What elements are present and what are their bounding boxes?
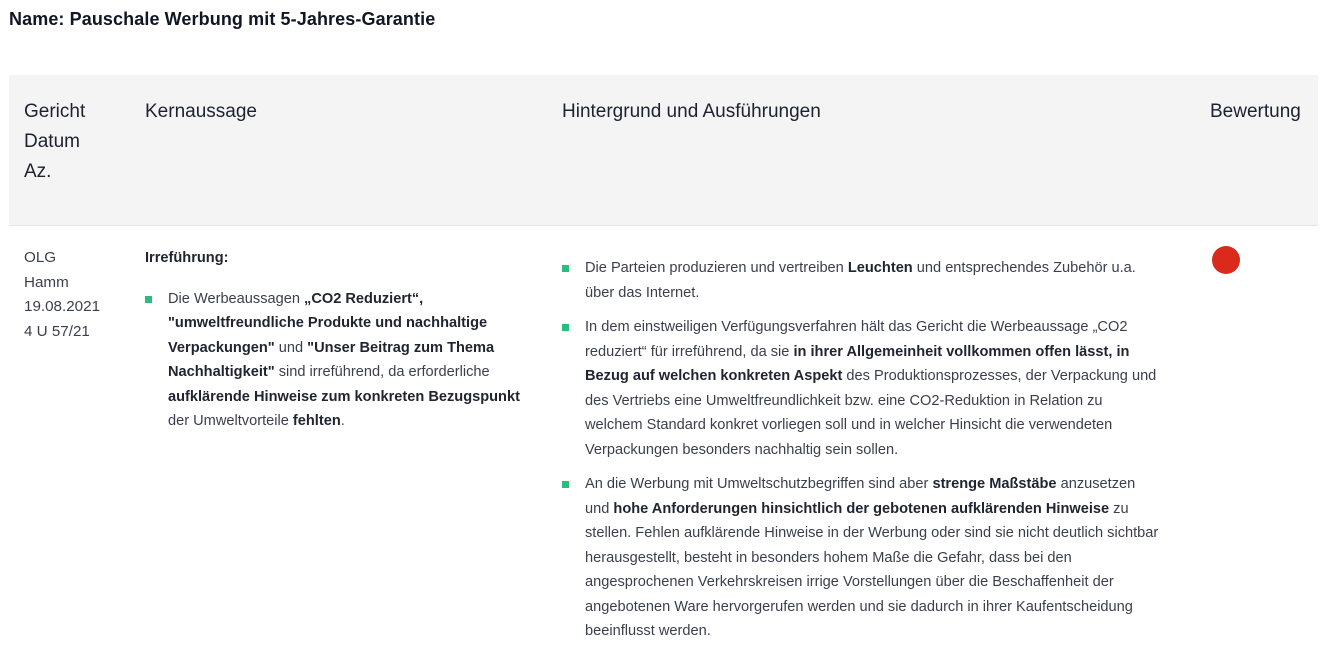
court-cell [24,246,124,344]
list-item-text: An die Werbung mit Umweltschutzbegriffen sind aber [585,476,933,492]
bullet-square-icon [562,324,569,331]
list-item [562,315,1162,462]
bullet-square-icon [562,265,569,272]
list-item [562,256,1162,305]
list-item-text: Die Parteien produzieren und vertreiben [585,260,848,276]
emphasized-text: "umweltfreundliche Produkte und nachhaltige Verpackungen" [168,315,488,356]
court-city: Hamm [24,273,69,291]
core-statement-cell [145,246,535,444]
case-number: 4 U 57/21 [24,322,90,340]
emphasized-text: "Unser Beitrag zum Thema Nachhaltigkeit" [168,339,495,380]
bullet-square-icon [145,296,152,303]
column-header-background: Hintergrund und Ausführungen [562,101,821,122]
judgment-date: 19.08.2021 [24,298,101,315]
list-item [562,472,1162,644]
court-name: OLG [24,249,57,266]
table-header-row [9,75,1318,226]
column-header-rating: Bewertung [1210,101,1301,122]
emphasized-text: strenge Maßstäbe [932,476,1057,492]
emphasized-text: in ihrer Allgemeinheit vollkommen offen lässt, in Bezug auf welchen konkreten Aspekt [585,343,1130,384]
list-item-text: . [340,413,345,429]
list-item-text: sind irreführend, da erforderliche [274,364,490,380]
column-header-date-line: Datum [24,131,80,152]
list-item-text: anzusetzen und [585,476,1136,517]
column-header-court-line: Gericht [24,101,86,122]
column-header-court [24,97,124,187]
column-header-az-line: Az. [24,161,52,182]
bullet-square-icon [562,481,569,488]
list-item-text: der Umweltvorteile [168,413,293,429]
list-item-text: zu stellen. Fehlen aufklärende Hinweise in der Werbung oder sind sie nicht deutlich sichtbar herausgestellt, besteht in besonders hohem Maße die Gefahr, dass bei den angesprochenen Verkehrskreisen irrige Vorstellungen über die Beschaffenheit der angebotenen Ware hervorgerufen werden und sie dadurch in ihrer Kaufentscheidung beeinflusst werden. [585,500,1159,639]
list-item-text: Die Werbeaussagen [168,290,305,307]
emphasized-text: Leuchten [847,260,913,276]
list-item [145,287,535,434]
emphasized-text: hohe Anforderungen hinsichtlich der gebotenen aufklärenden Hinweise [613,500,1110,517]
column-header-core: Kernaussage [145,101,257,122]
emphasized-text: „CO2 Reduziert“, [304,290,424,307]
rating-red-dot-icon [1212,246,1240,274]
background-list [562,256,1162,644]
emphasized-text: fehlten [292,413,341,429]
core-statement-list [145,287,535,434]
list-item-text: des Produktionsprozesses, der Verpackung und des Vertriebs eine Umweltfreundlichkeit bzw. eine CO2-Reduktion in Relation zu welchem Standard konkret vorliegen soll und in welcher Hinsicht die verwendeten Verpackungen besonders nachhaltig sein sollen. [585,368,1157,458]
page-title: Name: Pauschale Werbung mit 5-Jahres-Garantie [9,9,436,29]
background-cell [562,256,1162,654]
list-item-text: und entsprechendes Zubehör u.a. über das Internet. [585,260,1136,301]
emphasized-text: aufklärende Hinweise zum konkreten Bezugspunkt [168,388,520,405]
list-item-text: und [274,339,308,356]
core-statement-title: Irreführung: [145,250,229,266]
list-item-text: In dem einstweiligen Verfügungsverfahren hält das Gericht die Werbeaussage „CO2 reduziert“ für irreführend, da sie [585,319,1128,360]
